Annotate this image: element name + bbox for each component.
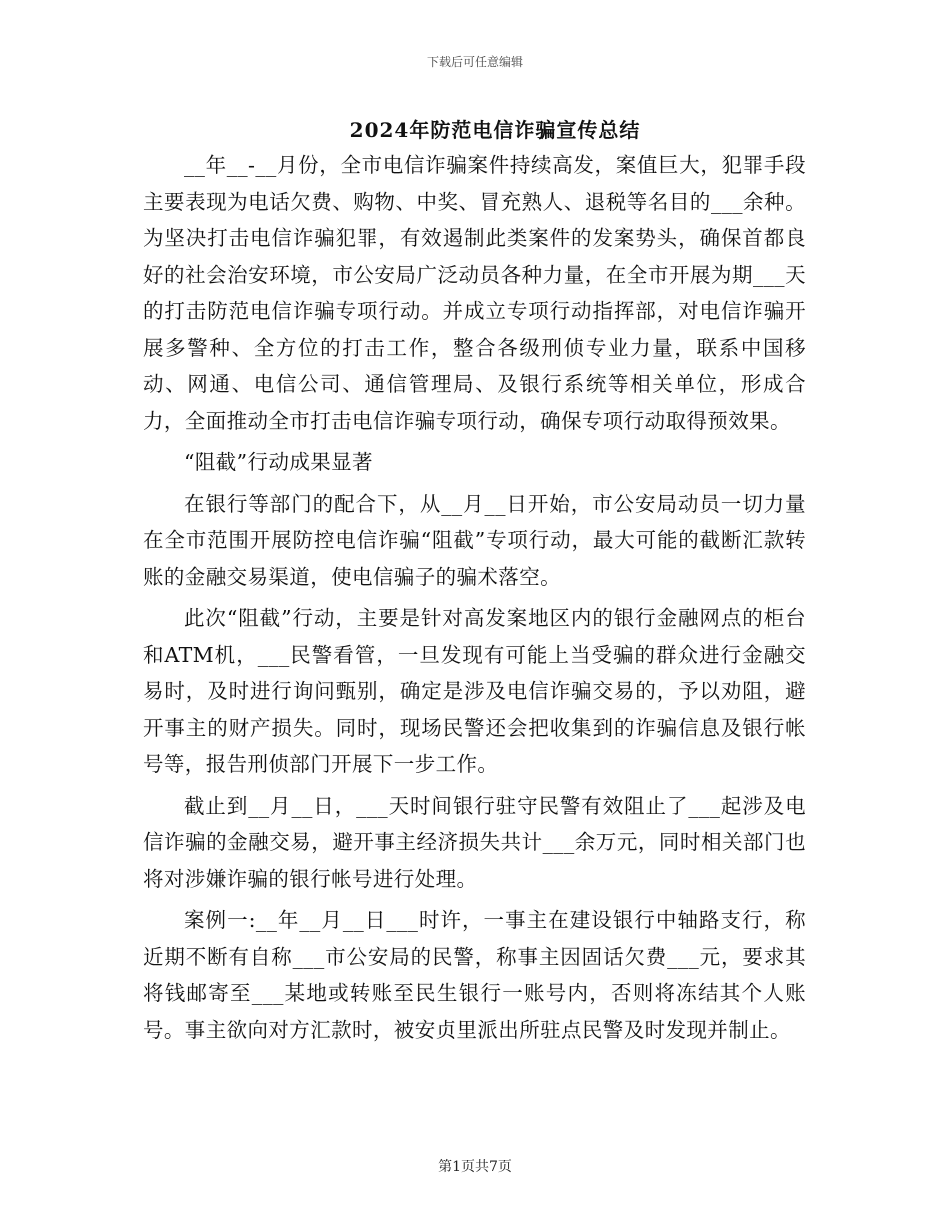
paragraph-intro: __年__-__月份，全市电信诈骗案件持续高发，案值巨大，犯罪手段主要表现为电话欠费、购物、中奖、冒充熟人、退税等名目的___余种。为坚决打击电信诈骗犯罪，有效遏制此类案件的发案势头，确保首都良好的社会治安环境，市公安局广泛动员各种力量，在全市开展为期___天的打击防范电信诈骗专项行动。并成立专项行动指挥部，对电信诈骗开展多警种、全方位的打击工作，整合各级刑侦专业力量，联系中国移动、网通、电信公司、通信管理局、及银行系统等相关单位，形成合力，全面推动全市打击电信诈骗专项行动，确保专项行动取得预效果。 [143, 153, 806, 433]
paragraph-blocking-action: 在银行等部门的配合下，从__月__日开始，市公安局动员一切力量在全市范围开展防控电信诈骗“阻截”专项行动，最大可能的截断汇款转账的金融交易渠道，使电信骗子的骗术落空。 [143, 491, 806, 589]
section-heading: “阻截”行动成果显著 [184, 450, 373, 474]
paragraph-case-one: 案例一:__年__月__日___时许，一事主在建设银行中轴路支行，称近期不断有自称___市公安局的民警，称事主因固话欠费___元，要求其将钱邮寄至___某地或转账至民生银行一账号内，否则将冻结其个人账号。事主欲向对方汇款时，被安贞里派出所驻点民警及时发现并制止。 [143, 908, 806, 1042]
paragraph-results: 截止到__月__日，___天时间银行驻守民警有效阻止了___起涉及电信诈骗的金融交易，避开事主经济损失共计___余万元，同时相关部门也将对涉嫌诈骗的银行帐号进行处理。 [143, 793, 806, 891]
document-body [143, 147, 806, 1048]
document-title: 2024年防范电信诈骗宣传总结 [349, 118, 641, 142]
header-note: 下载后可任意编辑 [426, 55, 523, 69]
paragraph-action-details: 此次“阻截”行动，主要是针对高发案地区内的银行金融网点的柜台和ATM机，___民警看管，一旦发现有可能上当受骗的群众进行金融交易时，及时进行询问甄别，确定是涉及电信诈骗交易的，予以劝阻，避开事主的财产损失。同时，现场民警还会把收集到的诈骗信息及银行帐号等，报告刑侦部门开展下一步工作。 [143, 606, 806, 776]
page-number: 第1页共7页 [438, 1159, 512, 1175]
